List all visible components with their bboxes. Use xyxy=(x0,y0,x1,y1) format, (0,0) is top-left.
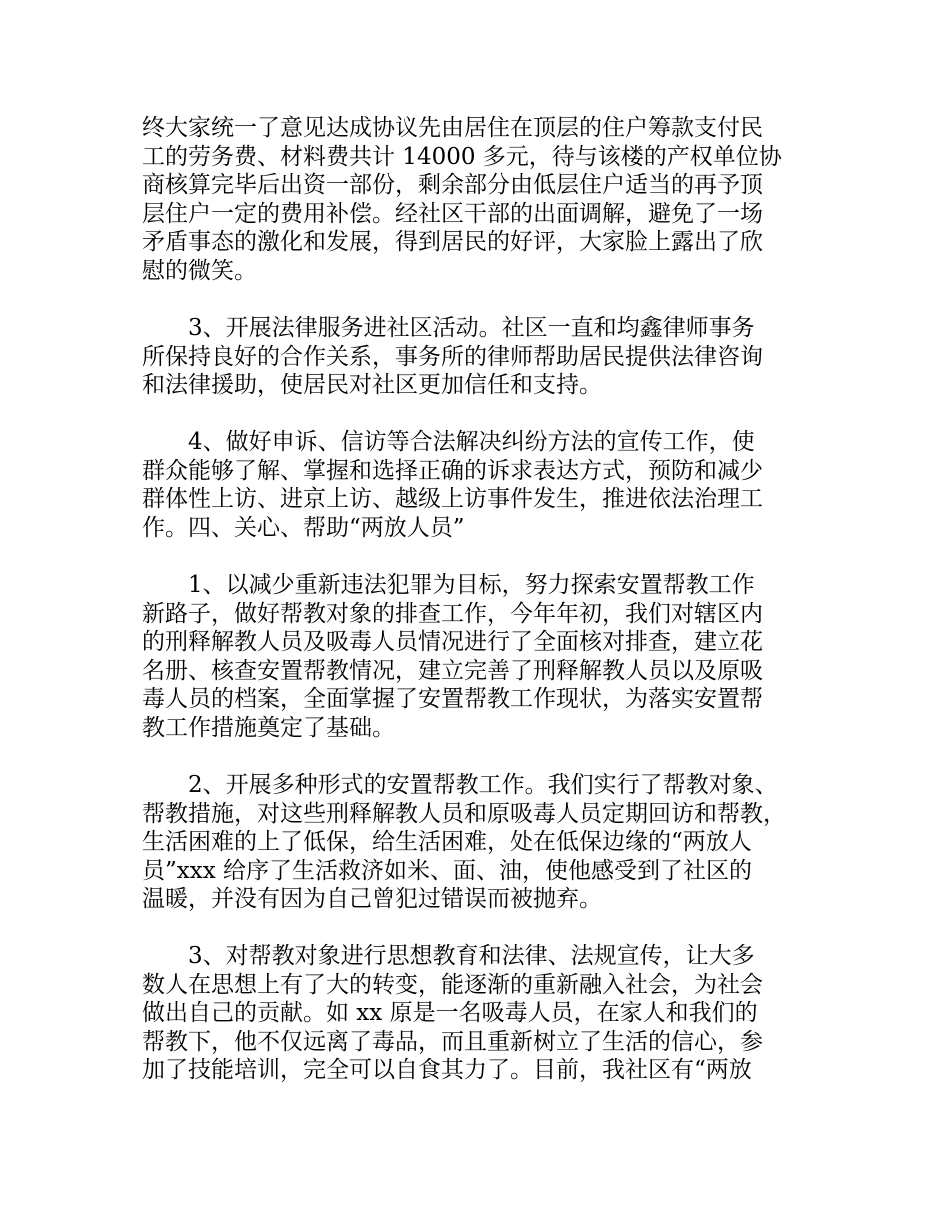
text-line: 新路子，做好帮教对象的排查工作，今年年初，我们对辖区内 xyxy=(142,600,763,627)
text-line: 员”xxx 给序了生活救济如米、面、油，使他感受到了社区的 xyxy=(142,857,752,884)
text-line: 教工作措施奠定了基础。 xyxy=(142,714,395,741)
text-line: 生活困难的上了低保，给生活困难，处在低保边缘的“两放人 xyxy=(142,829,752,856)
paragraph-resettlement-work xyxy=(142,771,818,914)
text-line: 帮教措施，对这些刑释解教人员和原吸毒人员定期回访和帮教， xyxy=(142,800,786,827)
paragraph-petition-publicity xyxy=(142,428,818,542)
paragraph-legal-services xyxy=(142,314,818,400)
text-line: 温暖，并没有因为自己曾犯过错误而被抛弃。 xyxy=(142,886,602,913)
text-line: 帮教下，他不仅远离了毒品，而且重新树立了生活的信心，参 xyxy=(142,1028,763,1055)
text-line: 群体性上访、进京上访、越级上访事件发生，推进依法治理工 xyxy=(142,486,763,513)
text-line: 商核算完毕后出资一部份，剩余部分由低层住户适当的再予顶 xyxy=(142,172,763,199)
text-line: 层住户一定的费用补偿。经社区干部的出面调解，避免了一场 xyxy=(142,200,763,227)
text-line: 毒人员的档案，全面掌握了安置帮教工作现状，为落实安置帮 xyxy=(142,686,763,713)
text-line: 矛盾事态的激化和发展，得到居民的好评，大家脸上露出了欣 xyxy=(142,229,763,256)
text-line: 工的劳务费、材料费共计 14000 多元，待与该楼的产权单位协 xyxy=(142,143,782,170)
text-line: 群众能够了解、掌握和选择正确的诉求表达方式，预防和减少 xyxy=(142,457,763,484)
text-line: 作。四、关心、帮助“两放人员” xyxy=(142,514,465,541)
text-line: 4、做好申诉、信访等合法解决纠纷方法的宣传工作，使 xyxy=(188,429,755,455)
text-line: 1、以减少重新违法犯罪为目标，努力探索安置帮教工作 xyxy=(188,572,755,598)
text-line: 终大家统一了意见达成协议先由居住在顶层的住户筹款支付民 xyxy=(142,115,763,141)
paragraph-mediation-outcome xyxy=(142,114,818,286)
paragraph-ideological-education xyxy=(142,942,818,1085)
text-line: 加了技能培训，完全可以自食其力了。目前，我社区有“两放 xyxy=(142,1057,752,1084)
text-line: 和法律援助，使居民对社区更加信任和支持。 xyxy=(142,372,602,399)
text-line: 所保持良好的合作关系，事务所的律师帮助居民提供法律咨询 xyxy=(142,343,763,370)
text-line: 2、开展多种形式的安置帮教工作。我们实行了帮教对象、 xyxy=(188,772,778,798)
paragraph-reoffending-reduction xyxy=(142,571,818,743)
text-line: 3、开展法律服务进社区活动。社区一直和均鑫律师事务 xyxy=(188,315,755,341)
text-line: 3、对帮教对象进行思想教育和法律、法规宣传，让大多 xyxy=(188,943,755,969)
text-line: 数人在思想上有了大的转变，能逐渐的重新融入社会，为社会 xyxy=(142,971,763,998)
text-line: 的刑释解教人员及吸毒人员情况进行了全面核对排查，建立花 xyxy=(142,629,763,656)
text-line: 慰的微笑。 xyxy=(142,257,257,284)
text-line: 做出自己的贡献。如 xx 原是一名吸毒人员，在家人和我们的 xyxy=(142,1000,758,1027)
text-line: 名册、核查安置帮教情况，建立完善了刑释解教人员以及原吸 xyxy=(142,657,763,684)
